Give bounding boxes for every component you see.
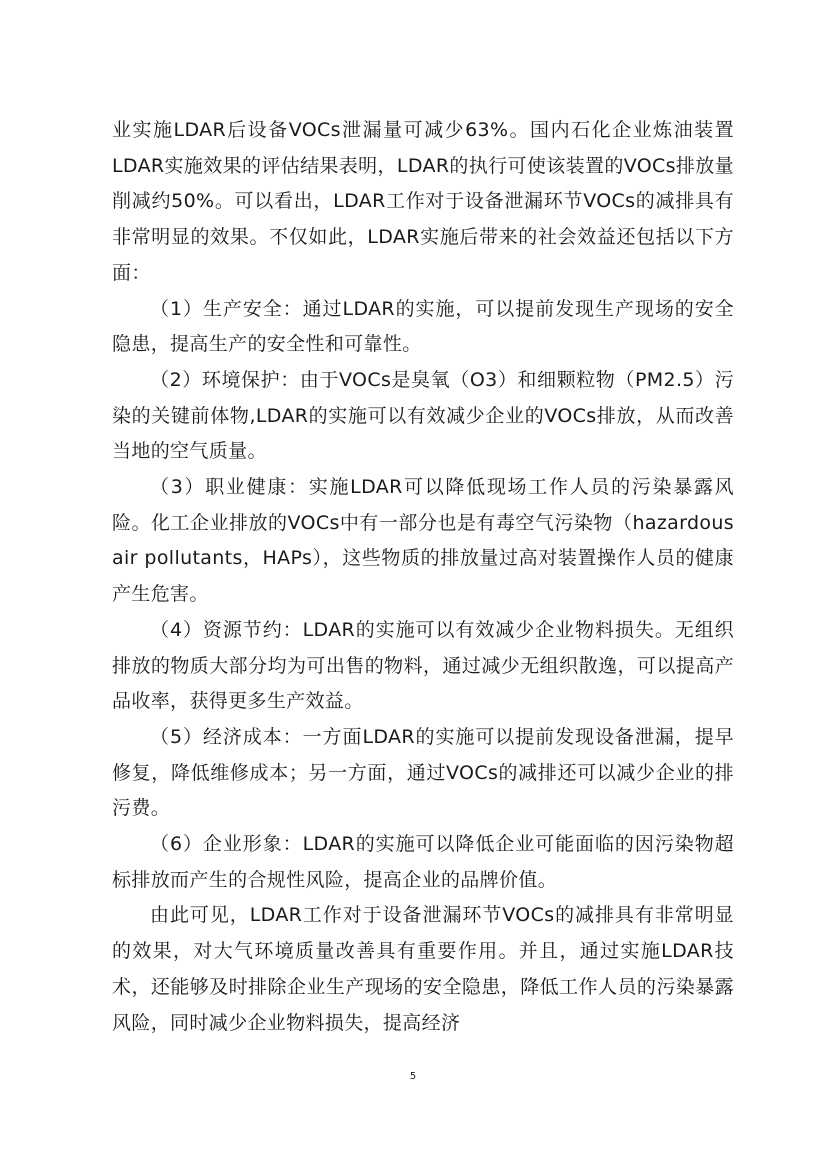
paragraph-ldar-effect: 业实施LDAR后设备VOCs泄漏量可减少63%。国内石化企业炼油装置LDAR实施效果的评估结果表明，LDAR的执行可使该装置的VOCs排放量削减约50%。可以看出，LDAR工作对于设备泄漏环节VOCs的减排具有非常明显的效果。不仅如此，LDAR实施后带来的社会效益还包括以下方面： bbox=[112, 119, 734, 284]
paragraph-resource-saving: （4）资源节约：LDAR的实施可以有效减少企业物料损失。无组织排放的物质大部分均为可出售的物料，通过减少无组织散逸，可以提高产品收率，获得更多生产效益。 bbox=[112, 618, 734, 713]
paragraph-economic-cost: （5）经济成本：一方面LDAR的实施可以提前发现设备泄漏，提早修复，降低维修成本；另一方面，通过VOCs的减排还可以减少企业的排污费。 bbox=[112, 725, 734, 820]
page-number: 5 bbox=[409, 1071, 417, 1082]
body-text bbox=[112, 113, 734, 1041]
paragraph-conclusion: 由此可见，LDAR工作对于设备泄漏环节VOCs的减排具有非常明显的效果，对大气环境质量改善具有重要作用。并且，通过实施LDAR技术，还能够及时排除企业生产现场的安全隐患，降低工作人员的污染暴露风险，同时减少企业物料损失，提高经济 bbox=[112, 904, 734, 1034]
paragraph-production-safety: （1）生产安全：通过LDAR的实施，可以提前发现生产现场的安全隐患，提高生产的安全性和可靠性。 bbox=[112, 297, 734, 356]
paragraph-occupational-health: （3）职业健康：实施LDAR可以降低现场工作人员的污染暴露风险。化工企业排放的VOCs中有一部分也是有毒空气污染物（hazardous air pollutants，HAPs），这些物质的排放量过高对装置操作人员的健康产生危害。 bbox=[112, 476, 734, 606]
paragraph-corporate-image: （6）企业形象：LDAR的实施可以降低企业可能面临的因污染物超标排放而产生的合规性风险，提高企业的品牌价值。 bbox=[112, 833, 734, 891]
paragraph-environmental-protection: （2）环境保护：由于VOCs是臭氧（O3）和细颗粒物（PM2.5）污染的关键前体物,LDAR的实施可以有效减少企业的VOCs排放，从而改善当地的空气质量。 bbox=[112, 368, 734, 463]
